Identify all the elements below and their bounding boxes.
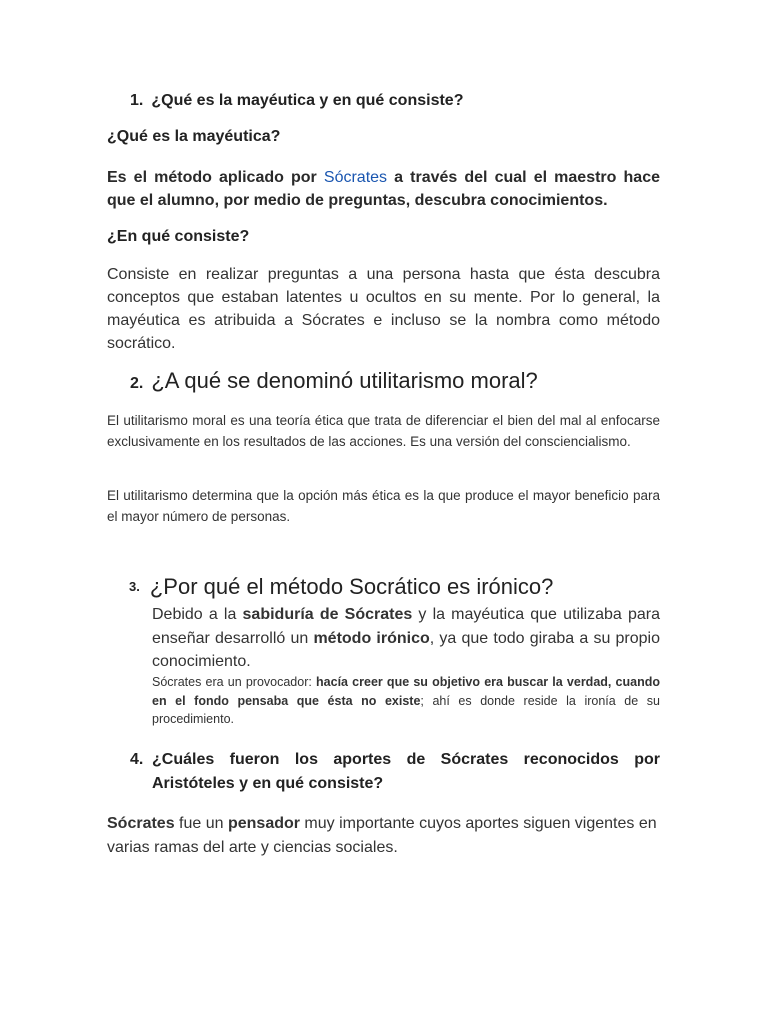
bold-text: Sócrates — [107, 815, 175, 832]
text-run: muy importante cuyos aportes siguen vigentes en varias ramas del arte y ciencias sociales. — [107, 815, 657, 856]
text-run: fue un — [174, 815, 228, 832]
utilitarismo-paragraph-1: El utilitarismo moral es una teoría ética que trata de diferenciar el bien del mal al enfocarse exclusivamente en los resultados de las acciones. Es una versión del consciencialismo. — [107, 413, 660, 449]
que-es-heading: ¿Qué es la mayéutica? — [107, 128, 281, 145]
question-4-line-1: ¿Cuáles fueron los aportes de Sócrates reconocidos por — [152, 751, 660, 768]
text-run: ; ahí es donde reside la ironía de su procedimiento. — [152, 693, 660, 726]
utilitarismo-paragraph-2: El utilitarismo determina que la opción más ética es la que produce el mayor beneficio para el mayor número de personas. — [107, 488, 660, 524]
bold-text: pensador — [227, 815, 300, 832]
list-number: 1. — [130, 92, 144, 109]
text-run: Es el método aplicado por — [107, 169, 324, 186]
question-1-heading — [130, 92, 463, 110]
question-2-heading — [130, 368, 538, 394]
list-number: 3. — [129, 579, 140, 594]
consiste-paragraph: Consiste en realizar preguntas a una persona hasta que ésta descubra conceptos que estaban latentes u ocultos en su mente. Por lo general, la mayéutica es atribuida a Sócrates e incluso se la nombra como método socrático. — [107, 266, 660, 352]
text-run: Debido a la — [152, 606, 243, 623]
aportes-paragraph — [107, 812, 660, 860]
text-run: a través del cual el maestro hace que el alumno, por medio de preguntas, descubra conocimientos. — [107, 169, 661, 209]
question-4-line-2: Aristóteles y en qué consiste? — [152, 775, 384, 792]
text-run: , ya que todo giraba a su propio conocimiento. — [152, 629, 661, 670]
question-4-heading — [130, 748, 660, 796]
list-number: 4. — [130, 751, 144, 768]
question-2-text: ¿A qué se denominó utilitarismo moral? — [151, 368, 538, 393]
bold-text: hacía creer que su objetivo era buscar la verdad, cuando en el fondo pensaba que ésta no existe — [152, 675, 660, 708]
bold-text: método irónico — [313, 629, 430, 647]
que-es-paragraph — [107, 166, 660, 212]
question-3-heading — [129, 574, 553, 600]
list-number: 2. — [130, 375, 144, 392]
text-run: y la mayéutica que utilizaba para enseñar desarrolló un — [152, 606, 660, 647]
question-3-text: ¿Por qué el método Socrático es irónico? — [149, 574, 554, 599]
consiste-heading: ¿En qué consiste? — [107, 228, 250, 245]
bold-text: sabiduría de Sócrates — [242, 606, 413, 623]
text-run: Sócrates era un provocador: — [152, 675, 317, 689]
question-1-text: ¿Qué es la mayéutica y en qué consiste? — [151, 92, 464, 109]
ironico-paragraph-2 — [152, 673, 660, 729]
socrates-link[interactable]: Sócrates — [323, 169, 388, 186]
ironico-paragraph-1 — [152, 603, 660, 674]
